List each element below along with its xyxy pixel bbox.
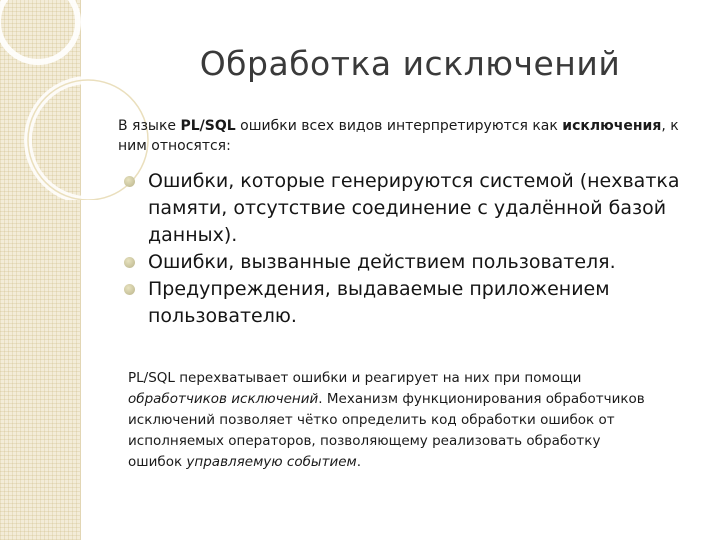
intro-paragraph [118,116,708,156]
decorative-circle-top [0,0,78,62]
intro-text: В языке [118,118,181,134]
list-item [118,249,708,276]
outro-term-handlers: обработчиков исключений [128,391,319,407]
intro-text: ошибки всех видов интерпретируются как [235,118,563,134]
list-item-text: Ошибки, вызванные действием пользователя. [148,251,616,273]
list-item-text: Ошибки, которые генерируются системой (нехватка памяти, отсутствие соединение с удалённой базой данных). [148,170,680,246]
bullet-dot-icon [124,176,135,187]
slide-title: Обработка исключений [199,44,621,83]
outro-text: перехватывает ошибки и реагирует на них при помощи [174,370,582,386]
list-item [118,168,708,249]
outro-term-plsql: PL/SQL [128,370,175,386]
intro-term-exceptions: исключения [562,118,662,134]
bullet-dot-icon [124,284,135,295]
outro-text: . Механизм функционирования обработчиков исключений позволяет чётко определить код обработки ошибок от исполняемых операторов, позволяющему реализовать обработку ошибок [128,391,645,470]
outro-term-event-driven: управляемую событием [186,454,357,470]
intro-text: , к ним относятся: [118,118,679,154]
list-item-text: Предупреждения, выдаваемые приложением пользователю. [148,278,610,327]
intro-term-plsql: PL/SQL [180,118,236,134]
bullet-dot-icon [124,257,135,268]
error-types-list [118,168,708,330]
outro-text: . [356,454,362,470]
list-item [118,276,708,330]
outro-paragraph [128,368,648,473]
